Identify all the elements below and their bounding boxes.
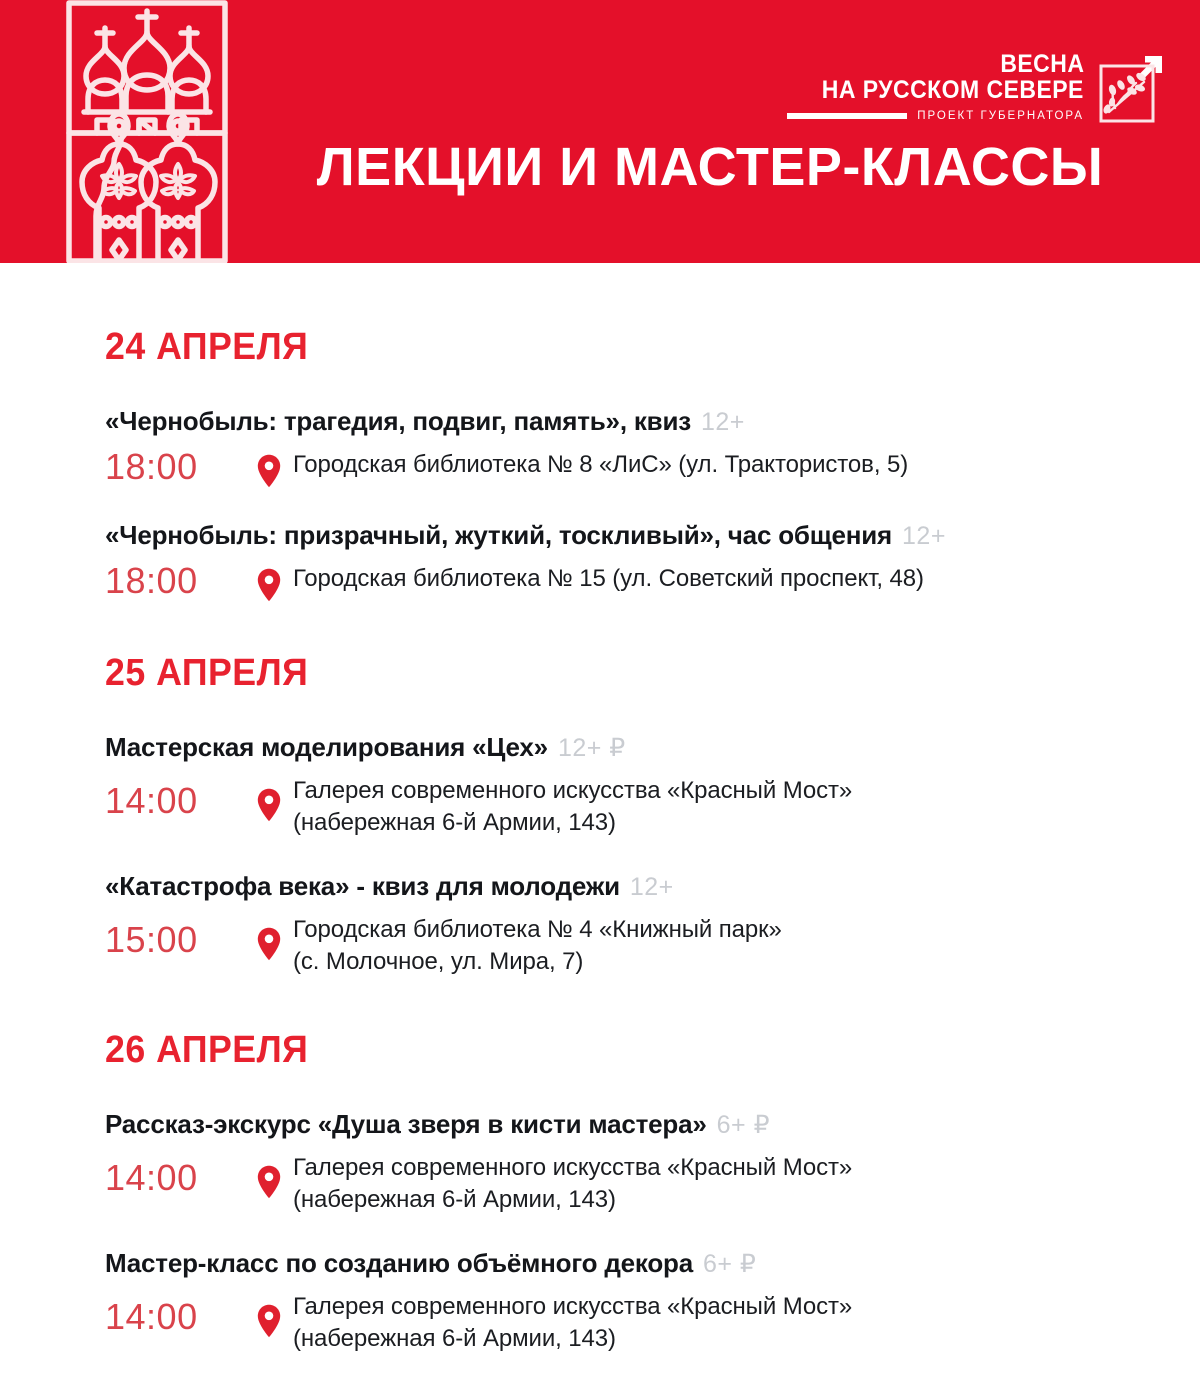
- brand-rule-row: [787, 110, 1084, 122]
- brand-mark: [1098, 54, 1164, 124]
- day-block: [105, 979, 1140, 1356]
- location-pin-icon: [257, 1304, 281, 1338]
- event-detail-row: [105, 446, 1140, 488]
- event-place-line: Галерея современного искусства «Красный Мост»: [293, 1153, 853, 1181]
- brand-subtitle: ПРОЕКТ ГУБЕРНАТОРА: [917, 109, 1084, 122]
- event-title: [105, 1246, 1140, 1281]
- day-heading: 26 АПРЕЛЯ: [105, 1028, 309, 1071]
- event-title-text: Мастер-класс по созданию объёмного декора: [105, 1247, 693, 1278]
- event-item[interactable]: [105, 1107, 1140, 1216]
- location-pin-icon: [257, 1165, 281, 1199]
- location-pin-cell: [245, 560, 293, 602]
- event-title-text: «Катастрофа века» - квиз для молодежи: [105, 871, 620, 902]
- event-time: 14:00: [105, 780, 198, 821]
- event-title: [105, 518, 1140, 553]
- page-title: ЛЕКЦИИ И МАСТЕР-КЛАССЫ: [316, 137, 1104, 197]
- event-title: [105, 404, 1140, 439]
- location-pin-cell: [245, 446, 293, 488]
- day-heading: 25 АПРЕЛЯ: [105, 652, 309, 694]
- day-heading: 24 АПРЕЛЯ: [105, 326, 309, 368]
- brand-lockup: [787, 50, 1164, 124]
- event-time: 14:00: [105, 1156, 198, 1198]
- schedule-content: [0, 263, 1200, 1355]
- age-price-badge: 6+ ₽: [716, 1110, 770, 1139]
- church-logo-icon: [66, 0, 228, 263]
- event-title-text: Мастерская моделирования «Цех»: [105, 732, 548, 762]
- event-place: [293, 911, 1140, 978]
- event-item[interactable]: [105, 869, 1140, 978]
- event-detail-row: [105, 1149, 1140, 1216]
- day-block: [105, 263, 1140, 602]
- location-pin-icon: [257, 454, 281, 488]
- age-price-badge: 12+ ₽: [557, 734, 626, 762]
- event-place-line: Городская библиотека № 15 (ул. Советский проспект, 48): [293, 565, 924, 592]
- event-time: 14:00: [105, 1295, 198, 1337]
- event-title-text: «Чернобыль: трагедия, подвиг, память», квиз: [105, 406, 691, 436]
- event-detail-row: [105, 560, 1140, 602]
- event-place-line: Городская библиотека № 4 «Книжный парк»: [293, 916, 782, 944]
- age-price-badge: 12+: [700, 408, 745, 436]
- brand-text-block: [787, 50, 1084, 122]
- event-item[interactable]: [105, 404, 1140, 488]
- event-place: [293, 560, 1140, 595]
- event-title: [105, 730, 1140, 765]
- location-pin-cell: [245, 1288, 293, 1338]
- age-price-badge: 12+: [902, 522, 946, 550]
- event-place: [293, 772, 1140, 839]
- event-place: [293, 1288, 1140, 1355]
- event-time: 18:00: [105, 446, 198, 487]
- event-place-line: Городская библиотека № 8 «ЛиС» (ул. Трактористов, 5): [293, 451, 909, 478]
- event-place-line: (набережная 6-й Армии, 143): [293, 1185, 616, 1213]
- location-pin-cell: [245, 911, 293, 961]
- event-item[interactable]: [105, 730, 1140, 839]
- event-time: 18:00: [105, 560, 198, 601]
- event-time: 15:00: [105, 919, 198, 961]
- event-place-line: (набережная 6-й Армии, 143): [293, 809, 616, 837]
- location-pin-cell: [245, 1149, 293, 1199]
- event-detail-row: [105, 911, 1140, 978]
- event-place-line: (с. Молочное, ул. Мира, 7): [293, 948, 584, 976]
- event-item[interactable]: [105, 1246, 1140, 1355]
- event-detail-row: [105, 1288, 1140, 1355]
- location-pin-icon: [257, 927, 281, 961]
- day-block: [105, 602, 1140, 979]
- event-title-text: «Чернобыль: призрачный, жуткий, тоскливый», час общения: [105, 520, 893, 550]
- event-place: [293, 446, 1140, 481]
- event-place-line: Галерея современного искусства «Красный Мост»: [293, 1292, 853, 1320]
- event-detail-row: [105, 772, 1140, 839]
- event-item[interactable]: [105, 518, 1140, 602]
- event-title: [105, 1107, 1140, 1142]
- event-title-text: Рассказ-экскурс «Душа зверя в кисти мастера»: [105, 1108, 707, 1139]
- event-title: [105, 869, 1140, 904]
- age-price-badge: 6+ ₽: [702, 1249, 757, 1278]
- age-price-badge: 12+: [629, 873, 674, 902]
- location-pin-cell: [245, 772, 293, 822]
- location-pin-icon: [257, 568, 281, 602]
- brand-line-1: ВЕСНА: [999, 50, 1084, 78]
- event-place: [293, 1149, 1140, 1216]
- poster-header: [0, 0, 1200, 263]
- brand-line-2: НА РУССКОМ СЕВЕРЕ: [821, 76, 1084, 104]
- location-pin-icon: [257, 788, 281, 822]
- event-place-line: (набережная 6-й Армии, 143): [293, 1325, 616, 1353]
- brand-divider-rule: [787, 113, 907, 119]
- event-place-line: Галерея современного искусства «Красный Мост»: [293, 777, 853, 804]
- willow-branch-icon: [1098, 54, 1164, 124]
